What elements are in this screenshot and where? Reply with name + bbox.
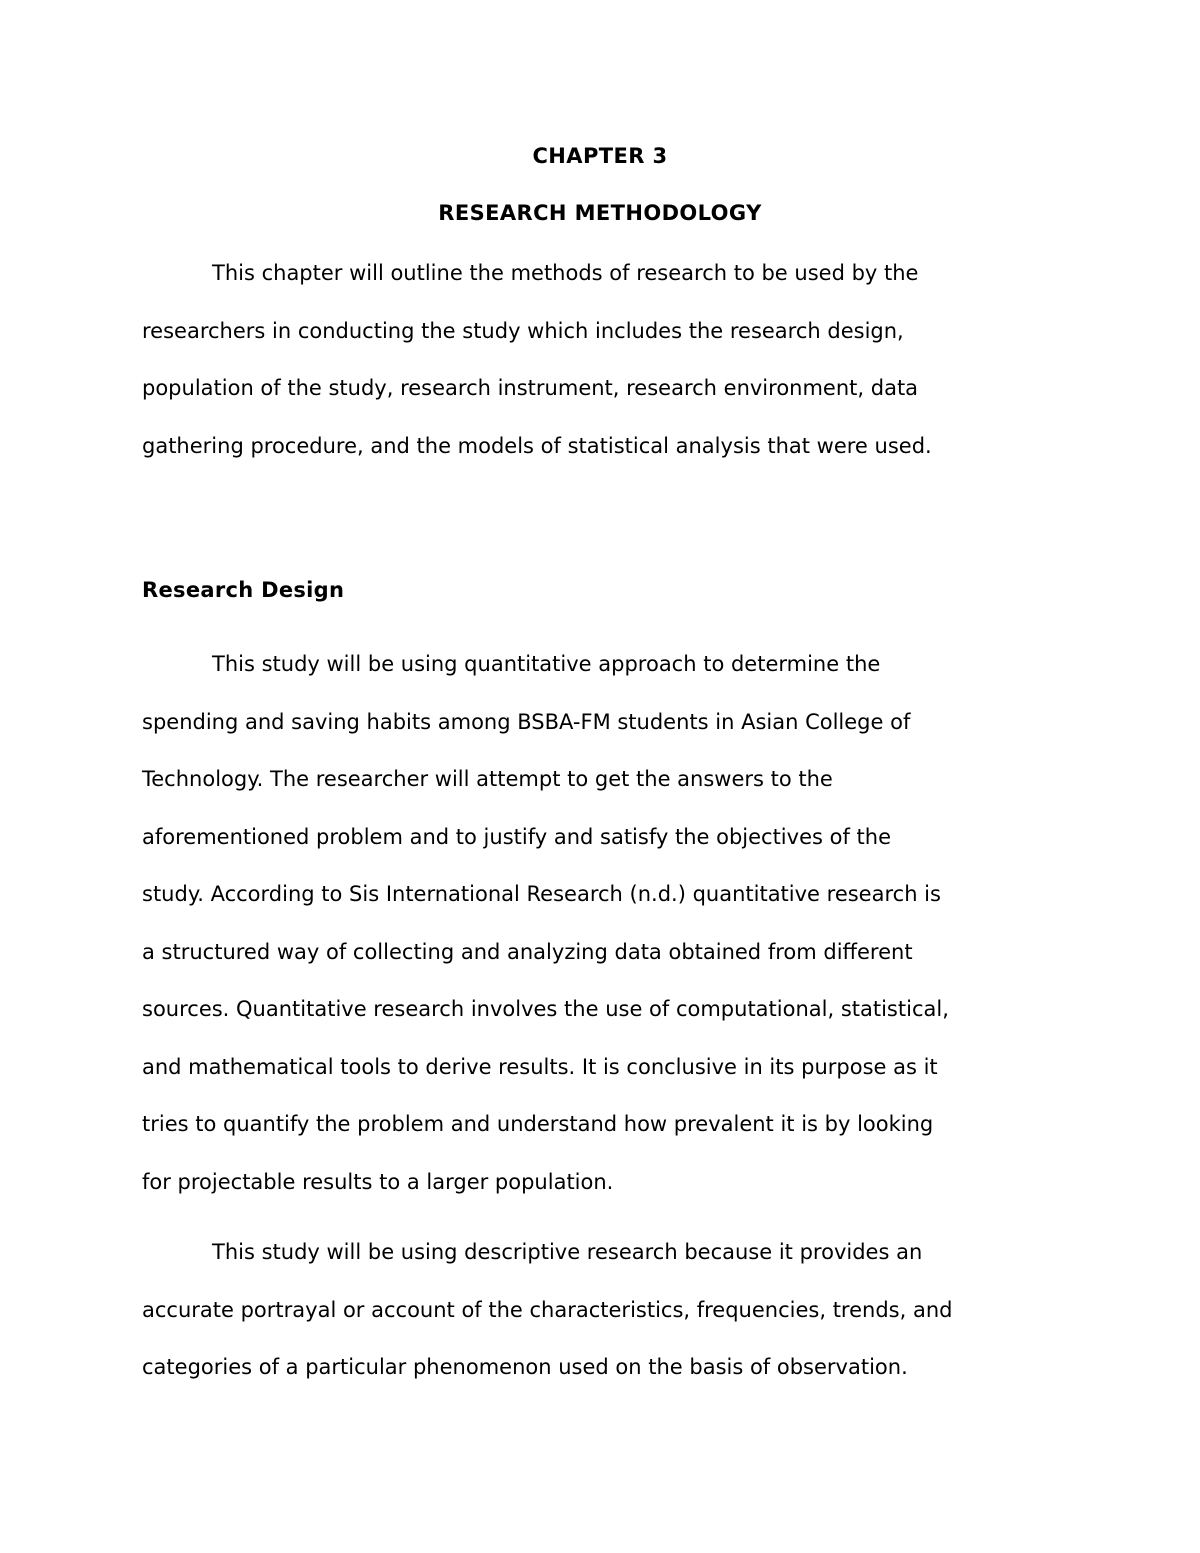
paragraph-line: tries to quantify the problem and understand how prevalent it is by looking [142, 1112, 934, 1136]
paragraph-line: This study will be using descriptive research because it provides an [212, 1240, 923, 1264]
intro-paragraph [142, 245, 1072, 475]
paragraph-line: This study will be using quantitative approach to determine the [212, 652, 881, 676]
paragraph-line: gathering procedure, and the models of statistical analysis that were used. [142, 433, 932, 458]
paragraph-line: a structured way of collecting and analyzing data obtained from different [142, 939, 913, 964]
paragraph-line: This chapter will outline the methods of research to be used by the [212, 261, 919, 285]
paragraph-line: study. According to Sis International Research (n.d.) quantitative research is [142, 882, 941, 906]
paragraph-line: categories of a particular phenomenon used on the basis of observation. [142, 1355, 908, 1379]
chapter-title: CHAPTER 3 [532, 144, 668, 168]
paragraph-line: spending and saving habits among BSBA-FM students in Asian College of [142, 709, 911, 734]
paragraph-line: for projectable results to a larger population. [142, 1169, 614, 1194]
paragraph-line: researchers in conducting the study which includes the research design, [142, 318, 904, 343]
paragraph-line: sources. Quantitative research involves the use of computational, statistical, [142, 997, 949, 1021]
paragraph-line: accurate portrayal or account of the characteristics, frequencies, trends, and [142, 1297, 953, 1322]
chapter-subtitle: RESEARCH METHODOLOGY [438, 201, 762, 225]
research-design-paragraph-1 [142, 636, 1072, 1211]
paragraph-line: and mathematical tools to derive results. It is conclusive in its purpose as it [142, 1054, 938, 1079]
paragraph-line: aforementioned problem and to justify and satisfy the objectives of the [142, 824, 891, 849]
section-heading-research-design: Research Design [142, 578, 345, 602]
paragraph-line: population of the study, research instrument, research environment, data [142, 376, 919, 400]
research-design-paragraph-2 [142, 1224, 1072, 1397]
paragraph-line: Technology. The researcher will attempt to get the answers to the [142, 767, 833, 791]
